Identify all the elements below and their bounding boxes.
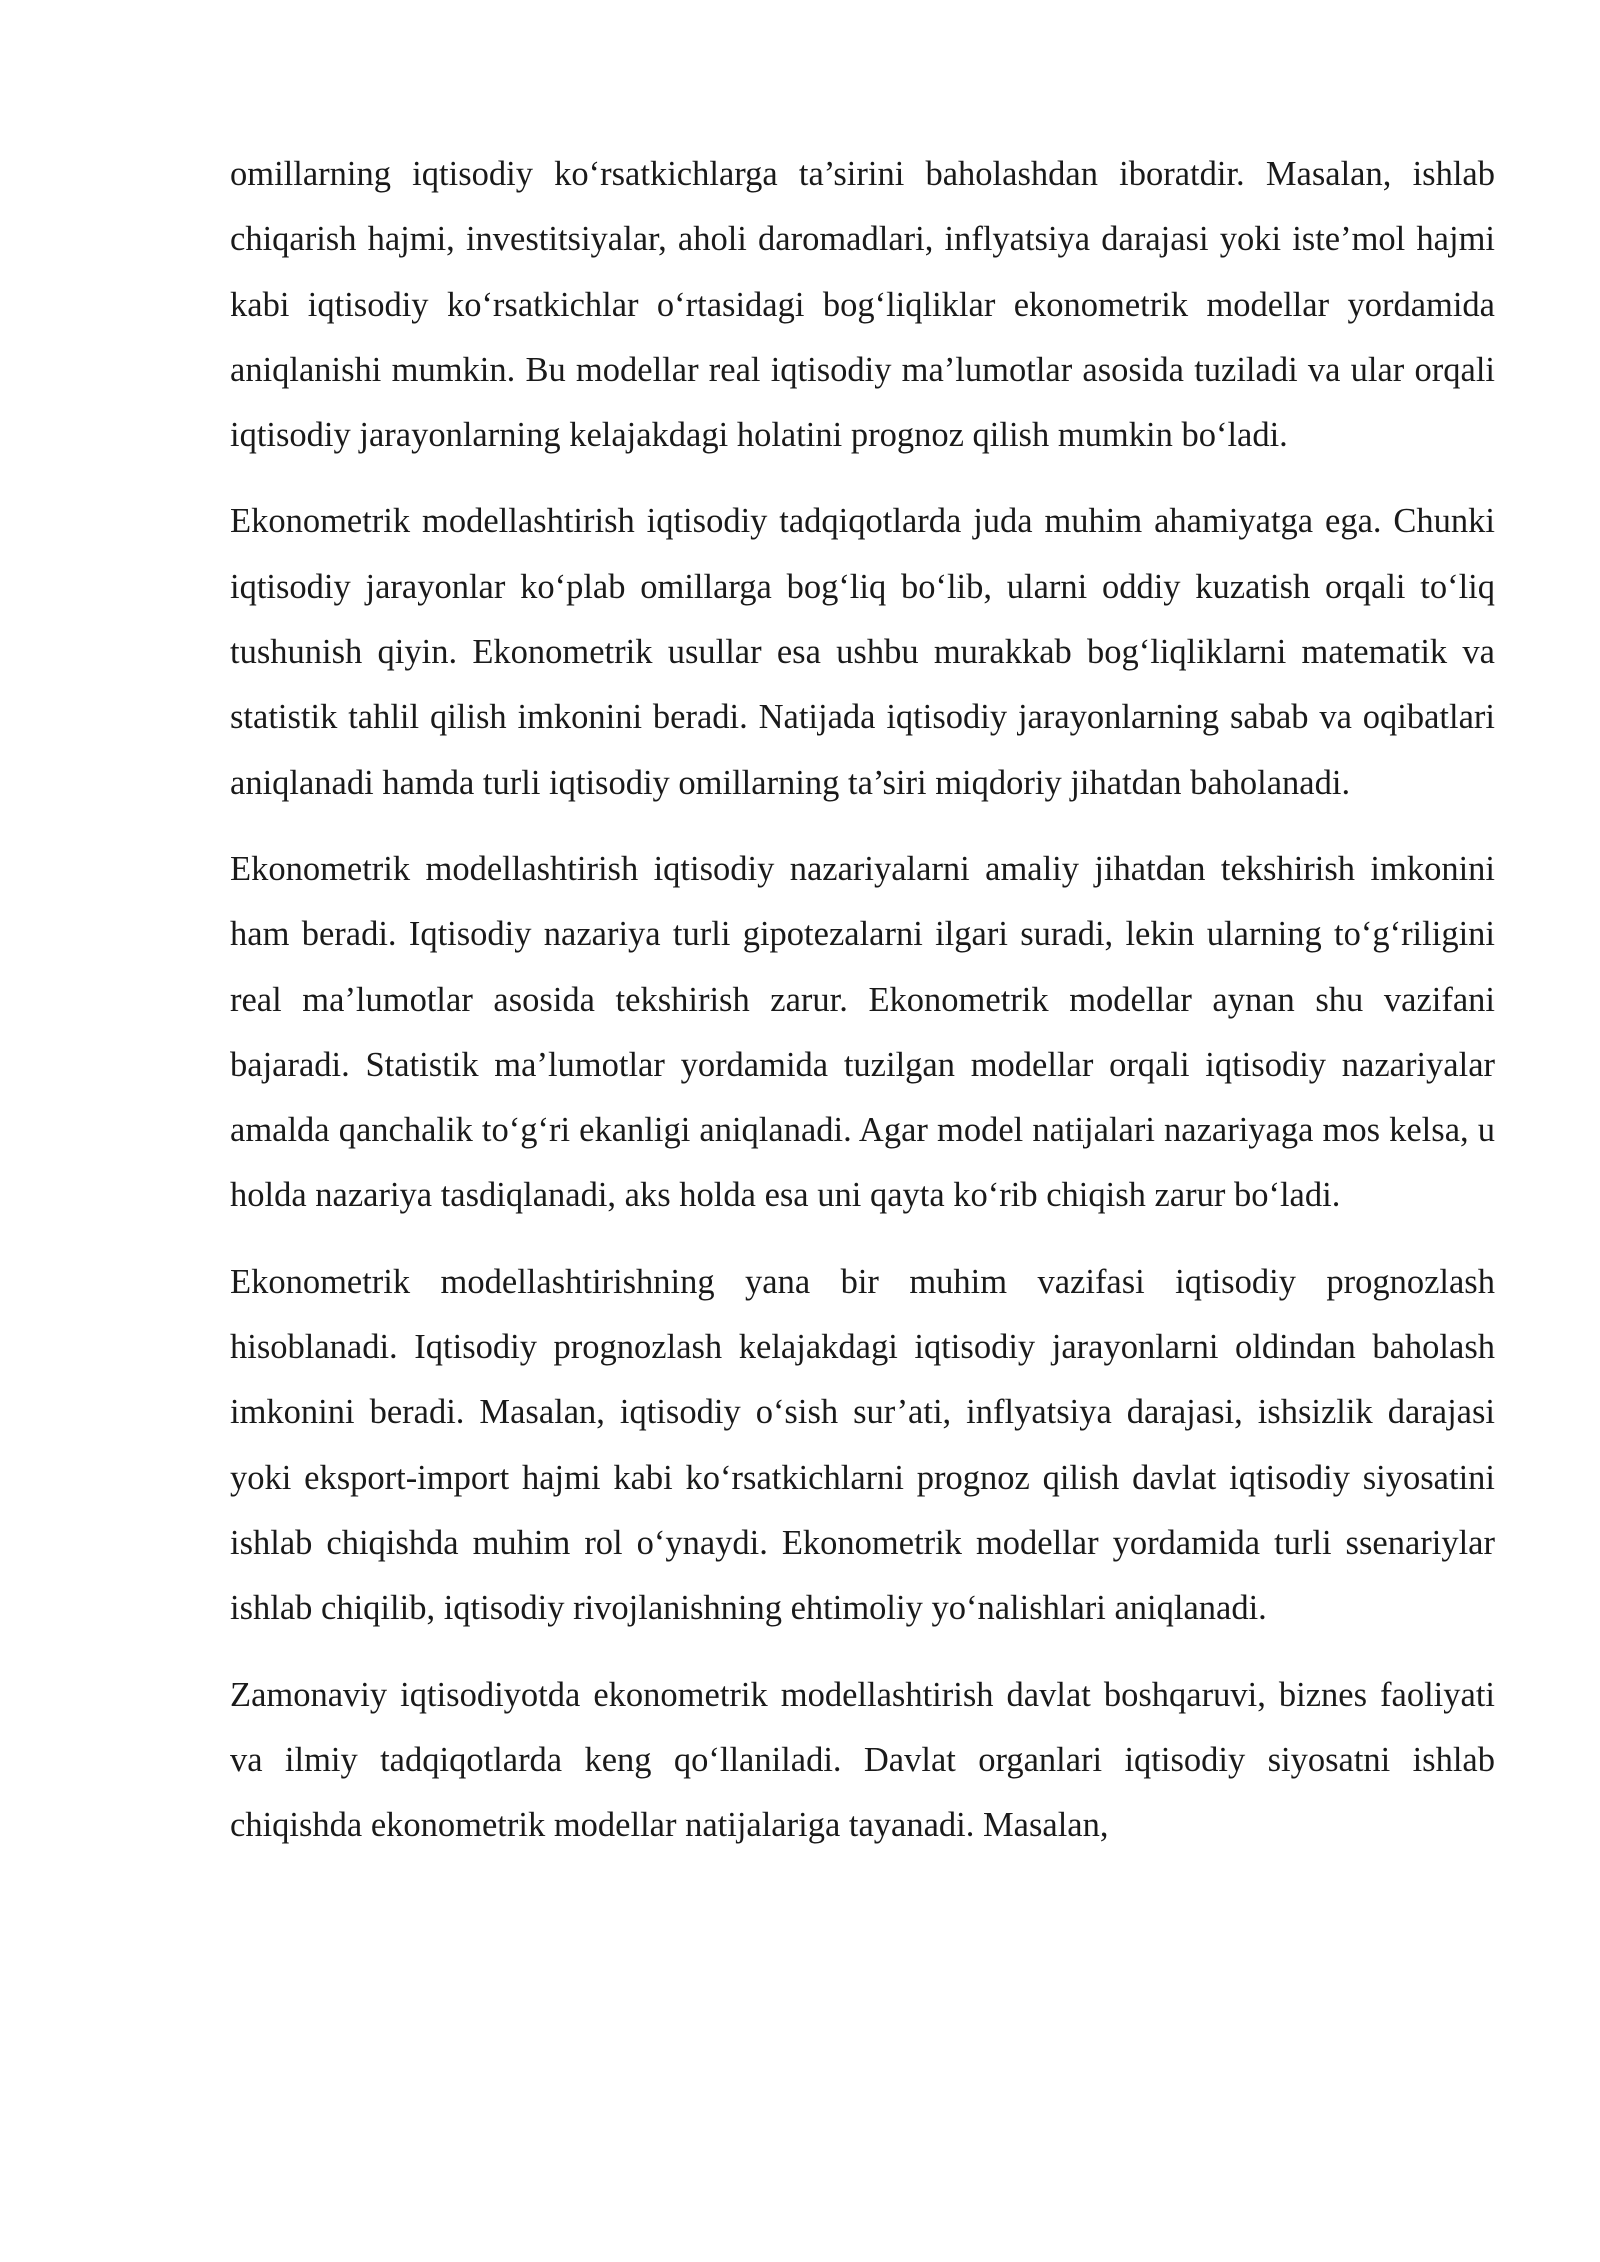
paragraph-3: Ekonometrik modellashtirish iqtisodiy nazariyalarni amaliy jihatdan tekshirish imkonini ham beradi. Iqtisodiy nazariya turli gipotezalarni ilgari suradi, lekin ularning to‘g‘riligini real ma’lumotlar asosida tekshirish zarur. Ekonometrik modellar aynan shu vazifani bajaradi. Statistik ma’lumotlar yordamida tuzilgan modellar orqali iqtisodiy nazariyalar amalda qanchalik to‘g‘ri ekanligi aniqlanadi. Agar model natijalari nazariyaga mos kelsa, u holda nazariya tasdiqlanadi, aks holda esa uni qayta ko‘rib chiqish zarur bo‘ladi. xyxy=(230,849,1495,1215)
paragraph-5: Zamonaviy iqtisodiyotda ekonometrik modellashtirish davlat boshqaruvi, biznes faoliyati va ilmiy tadqiqotlarda keng qo‘llaniladi. Davlat organlari iqtisodiy siyosatni ishlab chiqishda ekonometrik modellar natijalariga tayanadi. Masalan, xyxy=(230,1675,1495,1845)
paragraph-1: omillarning iqtisodiy ko‘rsatkichlarga ta’sirini baholashdan iboratdir. Masalan, ishlab chiqarish hajmi, investitsiyalar, aholi daromadlari, inflyatsiya darajasi yoki iste’mol hajmi kabi iqtisodiy ko‘rsatkichlar o‘rtasidagi bog‘liqliklar ekonometrik modellar yordamida aniqlanishi mumkin. Bu modellar real iqtisodiy ma’lumotlar asosida tuziladi va ular orqali iqtisodiy jarayonlarning kelajakdagi holatini prognoz qilish mumkin bo‘ladi. xyxy=(230,155,1495,455)
paragraph-2: Ekonometrik modellashtirish iqtisodiy tadqiqotlarda juda muhim ahamiyatga ega. Chunki iqtisodiy jarayonlar ko‘plab omillarga bog‘liq bo‘lib, ularni oddiy kuzatish orqali to‘liq tushunish qiyin. Ekonometrik usullar esa ushbu murakkab bog‘liqliklarni matematik va statistik tahlil qilish imkonini beradi. Natijada iqtisodiy jarayonlarning sabab va oqibatlari aniqlanadi hamda turli iqtisodiy omillarning ta’siri miqdoriy jihatdan baholanadi. xyxy=(230,502,1495,802)
body-text xyxy=(230,142,1495,1879)
paragraph-4: Ekonometrik modellashtirishning yana bir muhim vazifasi iqtisodiy prognozlash hisoblanadi. Iqtisodiy prognozlash kelajakdagi iqtisodiy jarayonlarni oldindan baholash imkonini beradi. Masalan, iqtisodiy o‘sish sur’ati, inflyatsiya darajasi, ishsizlik darajasi yoki eksport-import hajmi kabi ko‘rsatkichlarni prognoz qilish davlat iqtisodiy siyosatini ishlab chiqishda muhim rol o‘ynaydi. Ekonometrik modellar yordamida turli ssenariylar ishlab chiqilib, iqtisodiy rivojlanishning ehtimoliy yo‘nalishlari aniqlanadi. xyxy=(230,1262,1495,1628)
